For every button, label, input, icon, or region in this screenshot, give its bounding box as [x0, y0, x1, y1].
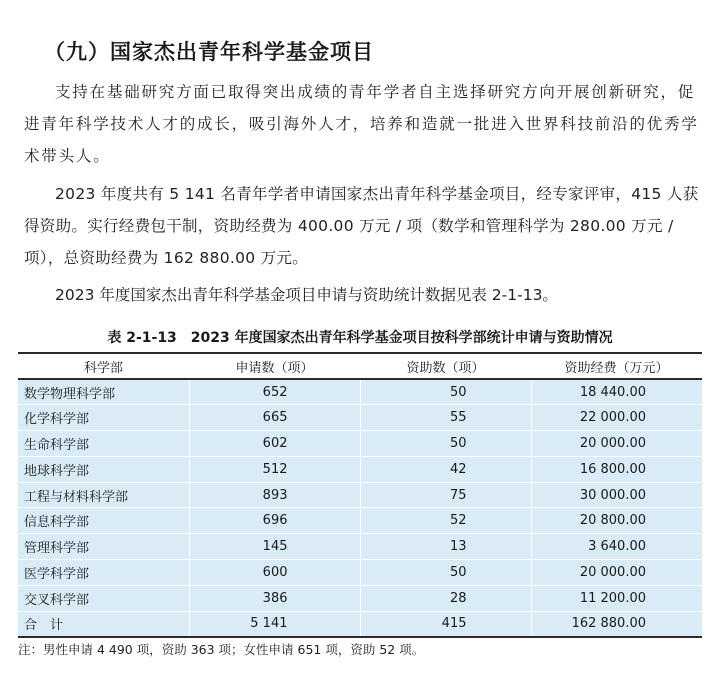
- cell-funded: 75: [360, 482, 531, 508]
- paragraph-statistics: 2023 年度共有 5 141 名青年学者申请国家杰出青年科学基金项目，经专家评审，415 人获得资助。实行经费包干制，资助经费为 400.00 万元 / 项（数学和管理科学为 280.00 万元 / 项），总资助经费为 162 880.00 万元。: [24, 185, 699, 267]
- cell-funding: 22 000.00: [531, 405, 702, 431]
- cell-department: 地球科学部: [18, 456, 189, 482]
- cell-funded: 52: [360, 508, 531, 534]
- table-total-row: [18, 611, 702, 637]
- paragraph-intro: 支持在基础研究方面已取得突出成绩的青年学者自主选择研究方向开展创新研究，促进青年科学技术人才的成长，吸引海外人才，培养和造就一批进入世界科技前沿的优秀学术带头人。: [24, 83, 699, 165]
- statistics-table: [18, 352, 702, 638]
- header-funding: 资助经费（万元）: [531, 353, 702, 379]
- table-row: [18, 585, 702, 611]
- cell-funded: 42: [360, 456, 531, 482]
- cell-department: 生命科学部: [18, 431, 189, 457]
- cell-applications: 512: [189, 456, 360, 482]
- cell-funded: 50: [360, 431, 531, 457]
- cell-total-funded: 415: [360, 611, 531, 637]
- cell-department: 交叉科学部: [18, 585, 189, 611]
- cell-applications: 696: [189, 508, 360, 534]
- cell-department: 管理科学部: [18, 534, 189, 560]
- cell-applications: 665: [189, 405, 360, 431]
- cell-funding: 20 000.00: [531, 560, 702, 586]
- cell-applications: 602: [189, 431, 360, 457]
- table-row: [18, 405, 702, 431]
- cell-applications: 652: [189, 379, 360, 405]
- table-caption: 表 2-1-13 2023 年度国家杰出青年科学基金项目按科学部统计申请与资助情况: [107, 330, 613, 346]
- cell-funding: 20 800.00: [531, 508, 702, 534]
- table-note: 注：男性申请 4 490 项，资助 363 项；女性申请 651 项，资助 52 项。: [18, 642, 425, 657]
- cell-applications: 145: [189, 534, 360, 560]
- header-applications: 申请数（项）: [189, 353, 360, 379]
- cell-applications: 386: [189, 585, 360, 611]
- table-row: [18, 379, 702, 405]
- cell-funded: 13: [360, 534, 531, 560]
- paragraph-table-reference: 2023 年度国家杰出青年科学基金项目申请与资助统计数据见表 2-1-13。: [55, 286, 558, 304]
- cell-funding: 16 800.00: [531, 456, 702, 482]
- table-row: [18, 456, 702, 482]
- cell-department: 医学科学部: [18, 560, 189, 586]
- cell-applications: 600: [189, 560, 360, 586]
- cell-funding: 18 440.00: [531, 379, 702, 405]
- cell-department: 信息科学部: [18, 508, 189, 534]
- cell-funding: 20 000.00: [531, 431, 702, 457]
- cell-funded: 50: [360, 379, 531, 405]
- header-funded: 资助数（项）: [360, 353, 531, 379]
- header-department: 科学部: [18, 353, 189, 379]
- cell-total-applications: 5 141: [189, 611, 360, 637]
- table-row: [18, 482, 702, 508]
- table-row: [18, 534, 702, 560]
- cell-department: 化学科学部: [18, 405, 189, 431]
- cell-funded: 50: [360, 560, 531, 586]
- cell-funded: 55: [360, 405, 531, 431]
- table-row: [18, 431, 702, 457]
- cell-department: 工程与材料科学部: [18, 482, 189, 508]
- table-row: [18, 560, 702, 586]
- section-title: （九）国家杰出青年科学基金项目: [44, 40, 374, 64]
- cell-funding: 3 640.00: [531, 534, 702, 560]
- cell-applications: 893: [189, 482, 360, 508]
- cell-total-funding: 162 880.00: [531, 611, 702, 637]
- cell-funded: 28: [360, 585, 531, 611]
- table-row: [18, 508, 702, 534]
- cell-department: 数学物理科学部: [18, 379, 189, 405]
- cell-funding: 11 200.00: [531, 585, 702, 611]
- cell-funding: 30 000.00: [531, 482, 702, 508]
- cell-total-label: 合 计: [18, 611, 189, 637]
- table-header-row: [18, 353, 702, 379]
